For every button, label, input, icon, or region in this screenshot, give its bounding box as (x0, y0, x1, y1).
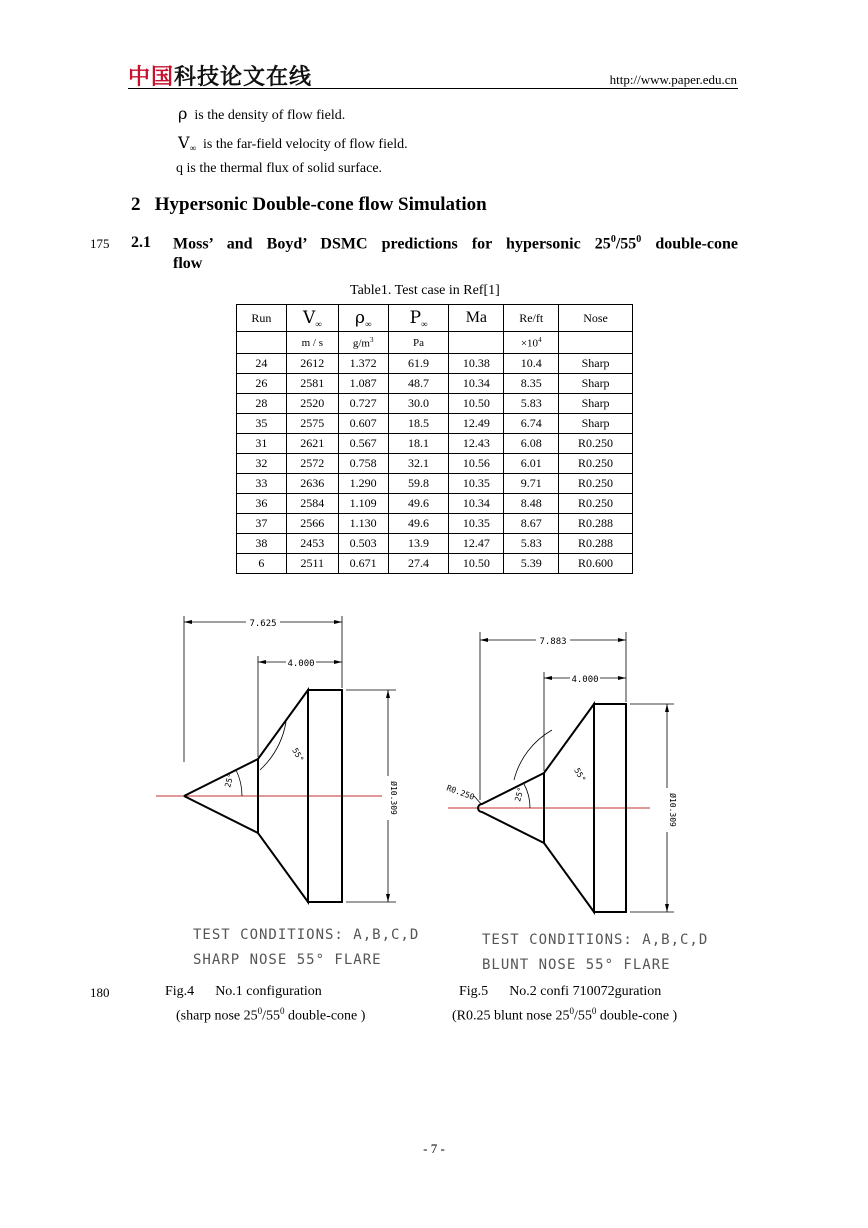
table-unit-cell (338, 332, 388, 354)
fig4-caption (165, 984, 322, 1000)
fig5-arrow (665, 704, 669, 712)
unit-text: m / s (301, 336, 323, 349)
def-text: q is the thermal flux of solid surface. (176, 161, 383, 176)
table-cell: 1.372 (338, 354, 388, 374)
table-cell: R0.600 (559, 554, 633, 574)
fig4-arrow (334, 660, 342, 664)
fig4-caption-label: Fig.4 (165, 984, 195, 999)
table-cell: 2581 (286, 374, 338, 394)
def-text: is the density of flow field. (194, 108, 346, 123)
fig4-nose-desc: SHARP NOSE 55° FLARE (193, 952, 382, 968)
fig4-conditions: TEST CONDITIONS: A,B,C,D (193, 927, 420, 943)
table-cell: R0.250 (559, 494, 633, 514)
def-symbol: V (178, 133, 190, 152)
table-cell: 12.47 (449, 534, 504, 554)
table-cell: 6 (237, 554, 287, 574)
table-cell: 1.087 (338, 374, 388, 394)
table-row (237, 354, 633, 374)
fig4-angle-arc-55 (260, 722, 286, 770)
table-cell: 38 (237, 534, 287, 554)
table-row (237, 414, 633, 434)
table-cell: 48.7 (388, 374, 449, 394)
fig4-dim-height: Ø10.309 (389, 781, 398, 815)
fig5-caption (459, 984, 661, 1000)
table-row (237, 534, 633, 554)
table-cell: 2572 (286, 454, 338, 474)
table-header-cell (559, 305, 633, 332)
table-unit-cell (286, 332, 338, 354)
table-row (237, 514, 633, 534)
table-body (237, 354, 633, 574)
fig4-caption-title: No.1 configuration (215, 984, 322, 999)
table-cell: R0.250 (559, 454, 633, 474)
fig5-arrow (544, 676, 552, 680)
table-row (237, 474, 633, 494)
table-cell: 5.83 (504, 394, 559, 414)
fig5-caption-label: Fig.5 (459, 984, 489, 999)
unit-text: ×10 (520, 337, 539, 350)
table-cell: 49.6 (388, 494, 449, 514)
table-unit-cell (504, 332, 559, 354)
fig5-arrow (618, 638, 626, 642)
table-unit-cell (237, 332, 287, 354)
def-velocity (178, 133, 408, 153)
table-cell: 2584 (286, 494, 338, 514)
table-cell: 2520 (286, 394, 338, 414)
fig5-dim-flare: 4.000 (571, 675, 599, 685)
table-cell: 33 (237, 474, 287, 494)
table-row (237, 454, 633, 474)
table-cell: 10.34 (449, 494, 504, 514)
header-symbol: Ma (465, 309, 488, 326)
fig5-arrow (480, 638, 488, 642)
table-cell: 2566 (286, 514, 338, 534)
table-cell: 0.607 (338, 414, 388, 434)
table-cell: 59.8 (388, 474, 449, 494)
table-row (237, 434, 633, 454)
table-cell: 10.38 (449, 354, 504, 374)
def-density (178, 104, 345, 124)
header-url[interactable]: http://www.paper.edu.cn (609, 72, 737, 87)
fig4-arrow (334, 620, 342, 624)
fig4-drawing (150, 612, 420, 912)
table-cell: 6.74 (504, 414, 559, 434)
header-subscript: ∞ (421, 318, 428, 329)
table-cell: 10.35 (449, 474, 504, 494)
subsection-title-line2: flow (173, 255, 203, 272)
table-cell: Sharp (559, 414, 633, 434)
unit-text: g/m (352, 337, 370, 350)
fig5-dim-height: Ø10.309 (668, 793, 677, 827)
fig4-dim-flare: 4.000 (287, 659, 315, 669)
fig4-arrow (386, 690, 390, 698)
table-cell: R0.288 (559, 514, 633, 534)
table-cell: 0.758 (338, 454, 388, 474)
table-cell: R0.250 (559, 434, 633, 454)
def-symbol: ρ (178, 104, 188, 123)
fig4-arrow (258, 660, 266, 664)
table-cell: 0.727 (338, 394, 388, 414)
table-cell: 32 (237, 454, 287, 474)
fig5-dim-overall: 7.883 (539, 637, 567, 647)
def-subscript: ∞ (189, 143, 196, 153)
table-cell: 18.1 (388, 434, 449, 454)
table-cell: 6.01 (504, 454, 559, 474)
table-header-row (237, 305, 633, 332)
table-row (237, 494, 633, 514)
fig5-radius-leader (474, 796, 482, 805)
header-symbol: V (302, 307, 316, 328)
table-cell: 13.9 (388, 534, 449, 554)
fig4-angle-arc-25 (236, 770, 242, 796)
table-header-cell (504, 305, 559, 332)
table-unit-cell (449, 332, 504, 354)
table-cell: 2575 (286, 414, 338, 434)
table-cell: 10.34 (449, 374, 504, 394)
table-cell: Sharp (559, 394, 633, 414)
table-cell: 8.35 (504, 374, 559, 394)
logo-red-text: 中国 (128, 65, 175, 90)
table-cell: 18.5 (388, 414, 449, 434)
table-cell: 28 (237, 394, 287, 414)
table-cell: 37 (237, 514, 287, 534)
table-cell: 1.109 (338, 494, 388, 514)
fig4-arrow (386, 894, 390, 902)
fig5-caption-sub: (R0.25 blunt nose $25^0/55^0$ double-cone ) (452, 1006, 678, 1024)
table-header-cell (338, 305, 388, 332)
header-subscript: ∞ (315, 318, 322, 329)
table-cell: 35 (237, 414, 287, 434)
header-symbol: Run (251, 310, 272, 325)
table-cell: 2453 (286, 534, 338, 554)
table-cell: Sharp (559, 354, 633, 374)
table-cell: 24 (237, 354, 287, 374)
table-cell: 1.290 (338, 474, 388, 494)
table-cell: 10.35 (449, 514, 504, 534)
table-cell: 10.56 (449, 454, 504, 474)
table-row (237, 374, 633, 394)
header-subscript: ∞ (364, 318, 372, 329)
table-cell: 12.43 (449, 434, 504, 454)
fig5-angle-25: 25° (513, 786, 526, 803)
table-header-cell (286, 305, 338, 332)
table-cell: 9.71 (504, 474, 559, 494)
logo-black-text: 科技论文在线 (174, 65, 313, 90)
table-units-row (237, 332, 633, 354)
fig4-dim-overall: 7.625 (249, 619, 277, 629)
fig5-angle-55: 55° (572, 766, 588, 784)
table-cell: R0.250 (559, 474, 633, 494)
section-number: 2 (131, 194, 141, 215)
def-flux (176, 161, 382, 177)
table-unit-cell (559, 332, 633, 354)
header-symbol: Nose (583, 310, 608, 325)
journal-logo (128, 60, 312, 91)
fig4-angle-55: 55° (290, 746, 306, 764)
fig5-arrow (665, 904, 669, 912)
table-row (237, 554, 633, 574)
table-cell: 26 (237, 374, 287, 394)
section-heading (131, 194, 487, 216)
table-cell: Sharp (559, 374, 633, 394)
fig4-angle-25: 25° (223, 772, 236, 789)
unit-superscript: 4 (538, 335, 542, 344)
table-cell: 1.130 (338, 514, 388, 534)
table-cell: 5.83 (504, 534, 559, 554)
fig5-dim-radius: R0.250 (445, 783, 476, 802)
table-cell: 6.08 (504, 434, 559, 454)
table-row (237, 394, 633, 414)
fig5-conditions: TEST CONDITIONS: A,B,C,D (482, 932, 709, 948)
unit-superscript: 3 (369, 335, 374, 344)
page-number: - 7 - (423, 1141, 445, 1156)
table-cell: 2511 (286, 554, 338, 574)
table-cell: 49.6 (388, 514, 449, 534)
table-cell: 0.503 (338, 534, 388, 554)
table-unit-cell (388, 332, 449, 354)
table-header-cell (237, 305, 287, 332)
table-cell: 2612 (286, 354, 338, 374)
caption-line-number: 180 (90, 985, 110, 1000)
fig5-drawing (440, 630, 690, 920)
fig5-arrow (618, 676, 626, 680)
unit-text: Pa (413, 336, 425, 349)
table-cell: 12.49 (449, 414, 504, 434)
subsection-title-line1: Moss’ and Boyd’ DSMC predictions for hypersonic $25^0/55^0$ double-cone (173, 234, 739, 253)
table-cell: 10.50 (449, 394, 504, 414)
table-cell: 27.4 (388, 554, 449, 574)
fig5-caption-title: No.2 confi 710072guration (509, 984, 662, 999)
fig5-angle-arc-55 (514, 730, 552, 780)
table-cell: 2621 (286, 434, 338, 454)
header-symbol: ρ (354, 307, 365, 328)
header-symbol: Re/ft (519, 310, 544, 325)
table-cell: 61.9 (388, 354, 449, 374)
table-cell: 36 (237, 494, 287, 514)
table-header-cell (388, 305, 449, 332)
fig5-nose-desc: BLUNT NOSE 55° FLARE (482, 957, 671, 973)
subsection-number: 2.1 (131, 234, 151, 251)
table-header-cell (449, 305, 504, 332)
table-cell: 0.671 (338, 554, 388, 574)
table-cell: 32.1 (388, 454, 449, 474)
table-cell: 0.567 (338, 434, 388, 454)
header-symbol: P (409, 307, 422, 328)
table-cell: 10.50 (449, 554, 504, 574)
table-cell: 5.39 (504, 554, 559, 574)
table-cell: R0.288 (559, 534, 633, 554)
table-caption: Table1. Test case in Ref[1] (350, 283, 500, 298)
table-cell: 30.0 (388, 394, 449, 414)
test-case-table (236, 304, 633, 574)
table-cell: 10.4 (504, 354, 559, 374)
table-cell: 8.48 (504, 494, 559, 514)
fig4-arrow (184, 620, 192, 624)
table-cell: 8.67 (504, 514, 559, 534)
header-rule (128, 88, 738, 89)
table-cell: 31 (237, 434, 287, 454)
def-text: is the far-field velocity of flow field. (202, 137, 408, 152)
line-number: 175 (90, 236, 110, 251)
table-cell: 2636 (286, 474, 338, 494)
fig5-angle-arc-25 (524, 784, 530, 808)
section-title: Hypersonic Double-cone flow Simulation (154, 194, 487, 215)
fig4-caption-sub: (sharp nose $25^0/55^0$ double-cone ) (176, 1006, 366, 1024)
